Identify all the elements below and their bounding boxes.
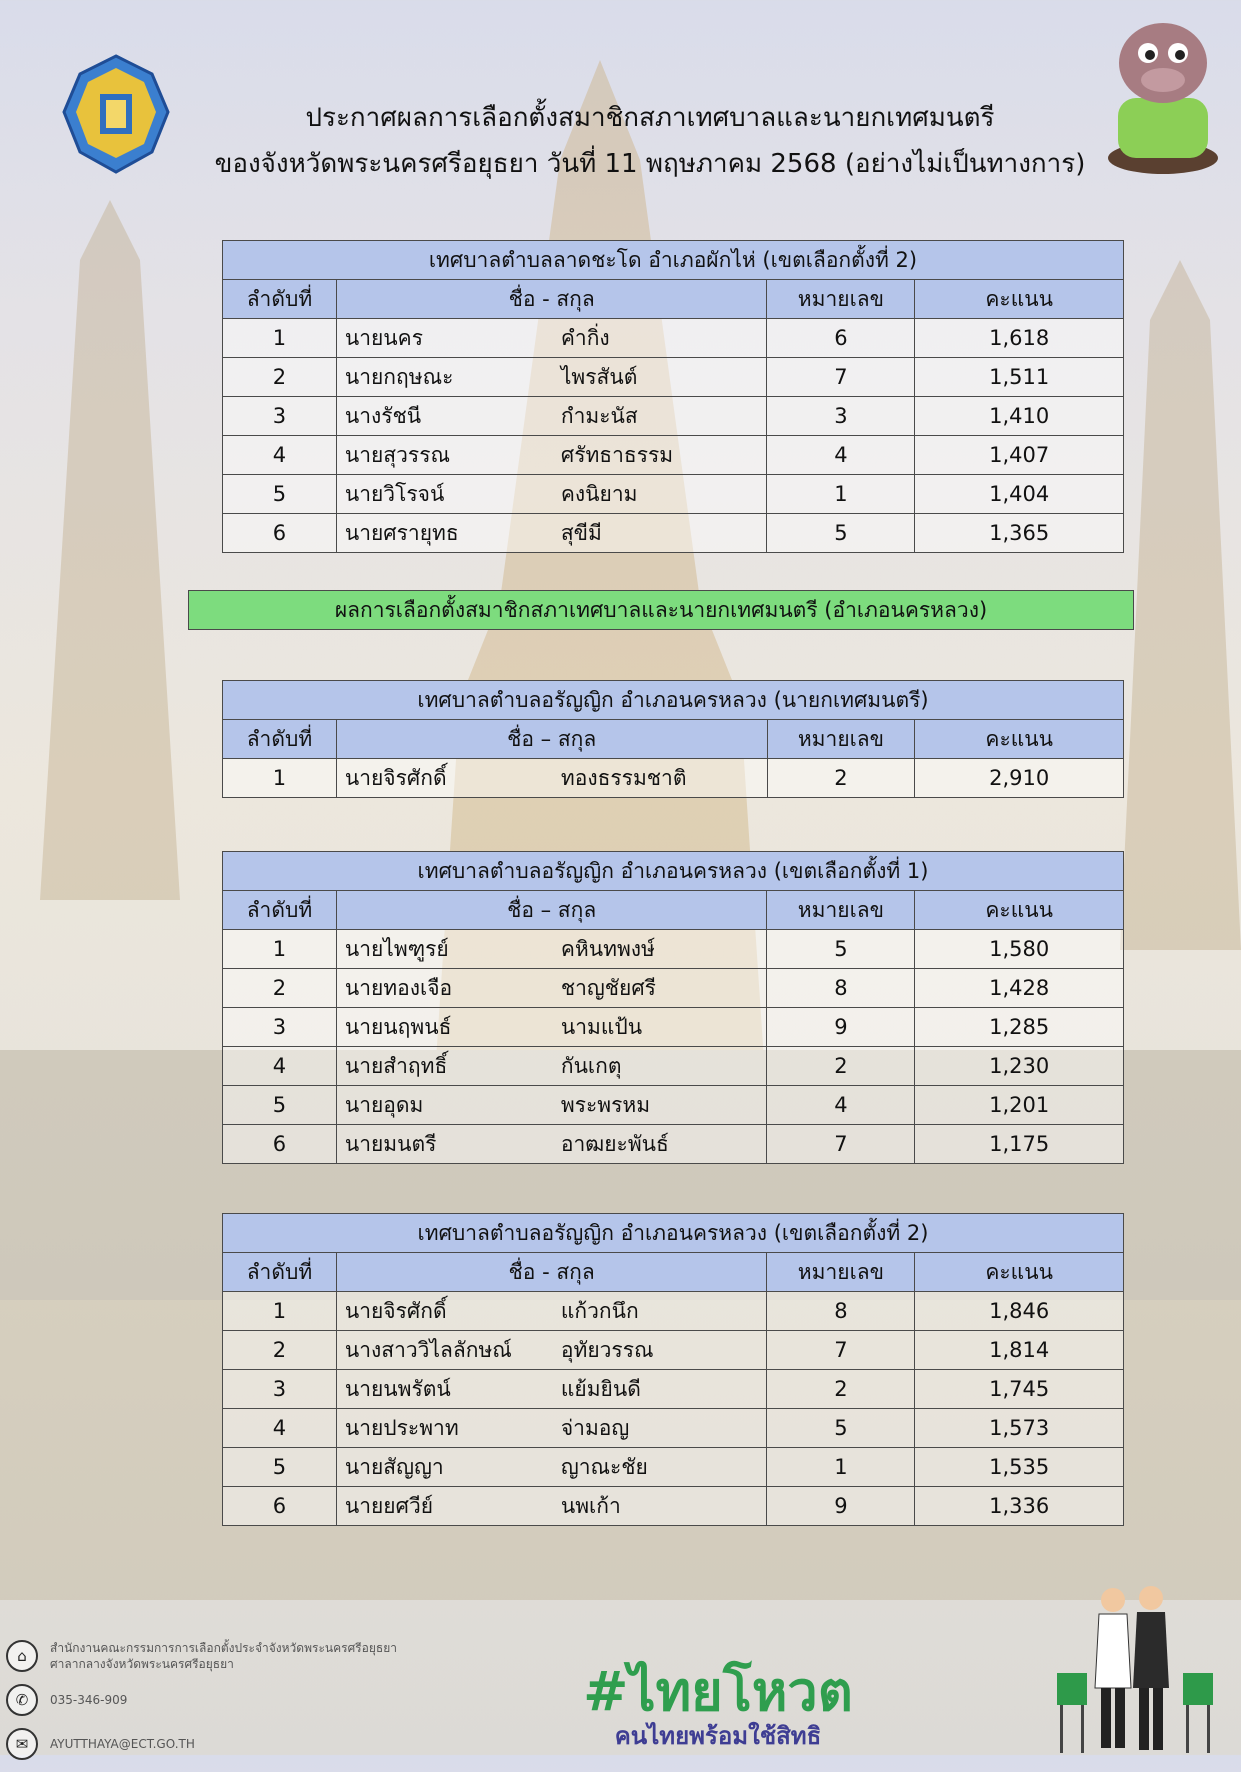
cell-no: 2 <box>223 1331 337 1370</box>
cell-no: 1 <box>223 930 337 969</box>
cell-number: 8 <box>767 969 915 1008</box>
email-address: AYUTTHAYA@ECT.GO.TH <box>50 1737 195 1751</box>
cell-score: 1,535 <box>915 1448 1124 1487</box>
cell-name <box>336 930 767 969</box>
first-name: นายไพฑูรย์ <box>344 936 449 961</box>
cell-name <box>336 1292 767 1331</box>
col-header-name: ชื่อ - สกุล <box>336 280 767 319</box>
table-row <box>223 1487 1124 1526</box>
first-name: นายจิรศักดิ์ <box>344 765 447 790</box>
cell-score: 1,285 <box>915 1008 1124 1047</box>
cell-no: 4 <box>223 436 337 475</box>
last-name: จ่ามอญ <box>560 1415 630 1440</box>
cell-no: 2 <box>223 358 337 397</box>
page-title <box>190 95 1110 187</box>
last-name: อาฒยะพันธ์ <box>560 1131 669 1156</box>
cell-number: 9 <box>767 1008 915 1047</box>
table-row <box>223 1331 1124 1370</box>
first-name: นายสำฤทธิ์ <box>344 1053 448 1078</box>
cell-score: 1,745 <box>915 1370 1124 1409</box>
cell-no: 1 <box>223 759 337 798</box>
cell-name <box>336 475 767 514</box>
table-row <box>223 1047 1124 1086</box>
table-row <box>223 358 1124 397</box>
col-header-number: หมายเลข <box>767 1253 915 1292</box>
cell-no: 6 <box>223 514 337 553</box>
first-name: นายสุวรรณ <box>344 442 450 467</box>
office-address: ศาลากลางจังหวัดพระนครศรีอยุธยา <box>50 1657 234 1671</box>
cell-name <box>336 1448 767 1487</box>
cell-no: 1 <box>223 1292 337 1331</box>
cell-number: 2 <box>767 1370 915 1409</box>
col-header-number: หมายเลข <box>767 720 915 759</box>
last-name: ทองธรรมชาติ <box>560 765 687 790</box>
last-name: ศรัทธาธรรม <box>560 442 674 467</box>
first-name: นายนฤพนธ์ <box>344 1014 452 1039</box>
table-row <box>223 514 1124 553</box>
page-title-line1: ประกาศผลการเลือกตั้งสมาชิกสภาเทศบาลและนายกเทศมนตรี <box>305 103 995 133</box>
col-header-number: หมายเลข <box>767 280 915 319</box>
cell-name <box>336 397 767 436</box>
cell-name <box>336 1125 767 1164</box>
cell-no: 3 <box>223 1370 337 1409</box>
cell-no: 2 <box>223 969 337 1008</box>
first-name: นายสัญญา <box>344 1454 444 1479</box>
cell-name <box>336 969 767 1008</box>
first-name: นางรัชนี <box>344 403 422 428</box>
cell-name <box>336 358 767 397</box>
table-row <box>223 1008 1124 1047</box>
last-name: อุทัยวรรณ <box>560 1337 654 1362</box>
table-title: เทศบาลตำบลลาดชะโด อำเภอผักไห่ (เขตเลือกตั้งที่ 2) <box>223 241 1124 280</box>
cell-no: 3 <box>223 1008 337 1047</box>
cell-score: 1,404 <box>915 475 1124 514</box>
col-header-score: คะแนน <box>915 720 1124 759</box>
ect-logo-icon <box>52 52 180 178</box>
table-row <box>223 930 1124 969</box>
cell-score: 1,573 <box>915 1409 1124 1448</box>
cell-score: 1,580 <box>915 930 1124 969</box>
table-row <box>223 1125 1124 1164</box>
cell-number: 6 <box>767 319 915 358</box>
cell-name <box>336 514 767 553</box>
cell-name <box>336 319 767 358</box>
table-row <box>223 397 1124 436</box>
col-header-name: ชื่อ – สกุล <box>336 720 767 759</box>
cell-name <box>336 1008 767 1047</box>
footer-address <box>6 1640 466 1672</box>
cell-number: 5 <box>767 930 915 969</box>
cell-number: 8 <box>767 1292 915 1331</box>
cell-no: 6 <box>223 1487 337 1526</box>
first-name: นายยศวีย์ <box>344 1493 434 1518</box>
last-name: กันเกตุ <box>560 1053 622 1078</box>
cell-score: 1,618 <box>915 319 1124 358</box>
table-row <box>223 1086 1124 1125</box>
results-table-aranyik-mayor <box>222 680 1124 798</box>
cell-score: 1,407 <box>915 436 1124 475</box>
voters-illustration-icon <box>1055 1578 1215 1755</box>
col-header-number: หมายเลข <box>767 891 915 930</box>
col-header-score: คะแนน <box>915 1253 1124 1292</box>
phone-icon: ✆ <box>6 1684 38 1716</box>
cell-number: 3 <box>767 397 915 436</box>
hashtag-text: #ไทยโหวต <box>583 1660 853 1723</box>
cell-score: 1,410 <box>915 397 1124 436</box>
last-name: คหินทพงษ์ <box>560 936 655 961</box>
cell-no: 4 <box>223 1047 337 1086</box>
table-row <box>223 759 1124 798</box>
cell-no: 4 <box>223 1409 337 1448</box>
cell-number: 2 <box>767 1047 915 1086</box>
first-name: นายนพรัตน์ <box>344 1376 451 1401</box>
cell-name <box>336 759 767 798</box>
first-name: นายนคร <box>344 325 423 350</box>
col-header-no: ลำดับที่ <box>223 280 337 319</box>
cell-number: 5 <box>767 514 915 553</box>
first-name: นายมนตรี <box>344 1131 437 1156</box>
footer-phone <box>6 1684 466 1716</box>
first-name: นางสาววิไลลักษณ์ <box>344 1337 512 1362</box>
section-banner: ผลการเลือกตั้งสมาชิกสภาเทศบาลและนายกเทศมนตรี (อำเภอนครหลวง) <box>188 590 1134 630</box>
cell-score: 1,365 <box>915 514 1124 553</box>
table-title: เทศบาลตำบลอรัญญิก อำเภอนครหลวง (เขตเลือกตั้งที่ 1) <box>223 852 1124 891</box>
cell-score: 1,201 <box>915 1086 1124 1125</box>
cell-number: 5 <box>767 1409 915 1448</box>
cell-number: 1 <box>767 1448 915 1487</box>
last-name: คงนิยาม <box>560 481 638 506</box>
cell-score: 1,846 <box>915 1292 1124 1331</box>
cell-name <box>336 1331 767 1370</box>
cell-number: 4 <box>767 436 915 475</box>
last-name: สุขีมี <box>560 520 602 545</box>
cell-score: 1,428 <box>915 969 1124 1008</box>
phone-number: 035-346-909 <box>50 1693 128 1707</box>
cell-no: 5 <box>223 475 337 514</box>
last-name: กำมะนัส <box>560 403 638 428</box>
cell-score: 1,511 <box>915 358 1124 397</box>
cell-name <box>336 1370 767 1409</box>
last-name: นามแป้น <box>560 1014 643 1039</box>
cell-score: 1,175 <box>915 1125 1124 1164</box>
table-title: เทศบาลตำบลอรัญญิก อำเภอนครหลวง (นายกเทศมนตรี) <box>223 681 1124 720</box>
table-row <box>223 969 1124 1008</box>
cell-number: 4 <box>767 1086 915 1125</box>
cell-no: 1 <box>223 319 337 358</box>
page-title-line2: ของจังหวัดพระนครศรีอยุธยา วันที่ 11 พฤษภาคม 2568 (อย่างไม่เป็นทางการ) <box>214 149 1086 179</box>
col-header-no: ลำดับที่ <box>223 720 337 759</box>
slogan-text: คนไทยพร้อมใช้สิทธิ <box>614 1722 822 1750</box>
results-table-aranyik-zone1 <box>222 851 1124 1164</box>
cell-number: 9 <box>767 1487 915 1526</box>
table-title: เทศบาลตำบลอรัญญิก อำเภอนครหลวง (เขตเลือกตั้งที่ 2) <box>223 1214 1124 1253</box>
footer-contacts <box>6 1640 466 1772</box>
table-row <box>223 1292 1124 1331</box>
cell-number: 7 <box>767 1125 915 1164</box>
cell-number: 2 <box>767 759 915 798</box>
thaivote-logo <box>548 1662 888 1750</box>
col-header-name: ชื่อ – สกุล <box>336 891 767 930</box>
last-name: ญาณะชัย <box>560 1454 648 1479</box>
results-table-aranyik-zone2 <box>222 1213 1124 1526</box>
cell-name <box>336 436 767 475</box>
cell-number: 1 <box>767 475 915 514</box>
last-name: แก้วกนึก <box>560 1298 639 1323</box>
first-name: นายประพาท <box>344 1415 459 1440</box>
first-name: นายจิรศักดิ์ <box>344 1298 447 1323</box>
first-name: นายวิโรจน์ <box>344 481 445 506</box>
cell-score: 1,814 <box>915 1331 1124 1370</box>
cell-no: 3 <box>223 397 337 436</box>
first-name: นายทองเจือ <box>344 975 453 1000</box>
cell-no: 6 <box>223 1125 337 1164</box>
last-name: ชาญชัยศรี <box>560 975 656 1000</box>
col-header-score: คะแนน <box>915 891 1124 930</box>
last-name: คำกิ่ง <box>560 325 610 350</box>
last-name: ไพรสันต์ <box>560 364 638 389</box>
cell-name <box>336 1409 767 1448</box>
table-row <box>223 1409 1124 1448</box>
cell-score: 2,910 <box>915 759 1124 798</box>
results-table-latchado <box>222 240 1124 553</box>
cell-number: 7 <box>767 358 915 397</box>
cell-name <box>336 1047 767 1086</box>
table-row <box>223 436 1124 475</box>
last-name: พระพรหม <box>560 1092 651 1117</box>
table-row <box>223 1370 1124 1409</box>
table-row <box>223 319 1124 358</box>
last-name: นพเก้า <box>560 1493 621 1518</box>
cell-name <box>336 1487 767 1526</box>
last-name: แย้มยินดี <box>560 1376 641 1401</box>
hippo-mascot-icon <box>1098 8 1228 178</box>
col-header-no: ลำดับที่ <box>223 891 337 930</box>
first-name: นายอุดม <box>344 1092 424 1117</box>
cell-number: 7 <box>767 1331 915 1370</box>
cell-no: 5 <box>223 1448 337 1487</box>
cell-name <box>336 1086 767 1125</box>
table-row <box>223 475 1124 514</box>
col-header-name: ชื่อ - สกุล <box>336 1253 767 1292</box>
cell-score: 1,230 <box>915 1047 1124 1086</box>
footer-email <box>6 1728 466 1760</box>
cell-no: 5 <box>223 1086 337 1125</box>
first-name: นายศรายุทธ <box>344 520 459 545</box>
col-header-score: คะแนน <box>915 280 1124 319</box>
home-icon: ⌂ <box>6 1640 38 1672</box>
mail-icon: ✉ <box>6 1728 38 1760</box>
table-row <box>223 1448 1124 1487</box>
col-header-no: ลำดับที่ <box>223 1253 337 1292</box>
office-name: สำนักงานคณะกรรมการการเลือกตั้งประจำจังหวัดพระนครศรีอยุธยา <box>50 1641 397 1655</box>
cell-score: 1,336 <box>915 1487 1124 1526</box>
first-name: นายกฤษณะ <box>344 364 454 389</box>
